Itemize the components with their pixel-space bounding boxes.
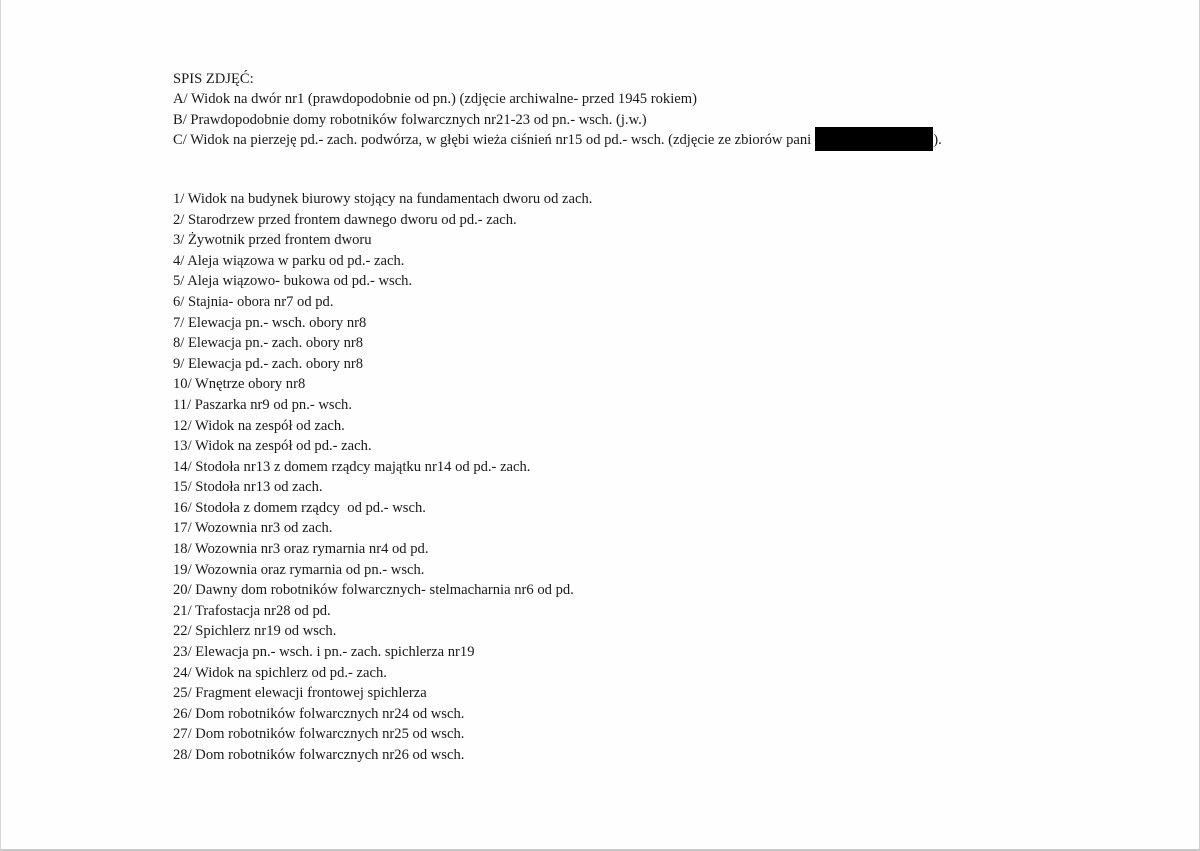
photo-list-item: 5/ Aleja wiązowo- bukowa od pd.- wsch. [173,273,413,290]
archival-item-a: A/ Widok na dwór nr1 (prawdopodobnie od pn.) (zdjęcie archiwalne- przed 1945 rokiem) [173,91,697,108]
photo-list-item: 1/ Widok na budynek biurowy stojący na fundamentach dworu od zach. [173,190,593,207]
photo-list-item: 25/ Fragment elewacji frontowej spichlerza [173,685,427,702]
photo-list-item: 15/ Stodoła nr13 od zach. [173,479,323,496]
photo-list-document [173,69,942,766]
photo-list-item: 20/ Dawny dom robotników folwarcznych- stelmacharnia nr6 od pd. [173,582,574,599]
photo-list [173,189,942,766]
photo-list-item: 19/ Wozownia oraz rymarnia od pn.- wsch. [173,561,425,578]
photo-list-item: 7/ Elewacja pn.- wsch. obory nr8 [173,314,367,331]
photo-list-item: 13/ Widok na zespół od pd.- zach. [173,438,372,455]
archival-item-c [173,130,942,151]
photo-list-item: 8/ Elewacja pn.- zach. obory nr8 [173,335,364,352]
photo-list-item: 28/ Dom robotników folwarcznych nr26 od wsch. [173,747,465,763]
photo-list-item: 24/ Widok na spichlerz od pd.- zach. [173,664,387,681]
photo-list-item: 12/ Widok na zespół od zach. [173,417,345,434]
photo-list-item: 6/ Stajnia- obora nr7 od pd. [173,293,334,310]
photo-list-item: 3/ Żywotnik przed frontem dworu [173,232,372,249]
redaction-bar [815,127,933,151]
archival-item-c-text: C/ Widok na pierzeję pd.- zach. podwórza, w głębi wieża ciśnień nr15 od pd.- wsch. (zdjęcie ze zbiorów pani [173,132,812,149]
photo-list-item: 18/ Wozownia nr3 oraz rymarnia nr4 od pd. [173,541,429,558]
photo-list-item: 21/ Trafostacja nr28 od pd. [173,602,331,619]
photo-list-item: 16/ Stodoła z domem rządcy od pd.- wsch. [173,499,426,516]
photo-list-item: 17/ Wozownia nr3 od zach. [173,520,333,537]
archival-item-c-end: ). [933,132,942,149]
photo-list-item: 26/ Dom robotników folwarcznych nr24 od wsch. [173,705,465,722]
photo-list-item: 9/ Elewacja pd.- zach. obory nr8 [173,355,364,372]
photo-list-item: 22/ Spichlerz nr19 od wsch. [173,623,337,640]
archival-item-b: B/ Prawdopodobnie domy robotników folwarcznych nr21-23 od pn.- wsch. (j.w.) [173,111,647,128]
photo-list-item: 14/ Stodoła nr13 z domem rządcy majątku nr14 od pd.- zach. [173,458,531,475]
photo-list-item: 27/ Dom robotników folwarcznych nr25 od wsch. [173,726,465,743]
photo-list-item: 23/ Elewacja pn.- wsch. i pn.- zach. spichlerza nr19 [173,644,475,661]
photo-list-item: 11/ Paszarka nr9 od pn.- wsch. [173,396,353,413]
photo-list-item: 4/ Aleja wiązowa w parku od pd.- zach. [173,252,405,269]
section-gap [173,151,942,189]
photo-list-item: 10/ Wnętrze obory nr8 [173,376,306,393]
document-title: SPIS ZDJĘĆ: [173,71,254,87]
photo-list-item: 2/ Starodrzew przed frontem dawnego dworu od pd.- zach. [173,211,517,228]
